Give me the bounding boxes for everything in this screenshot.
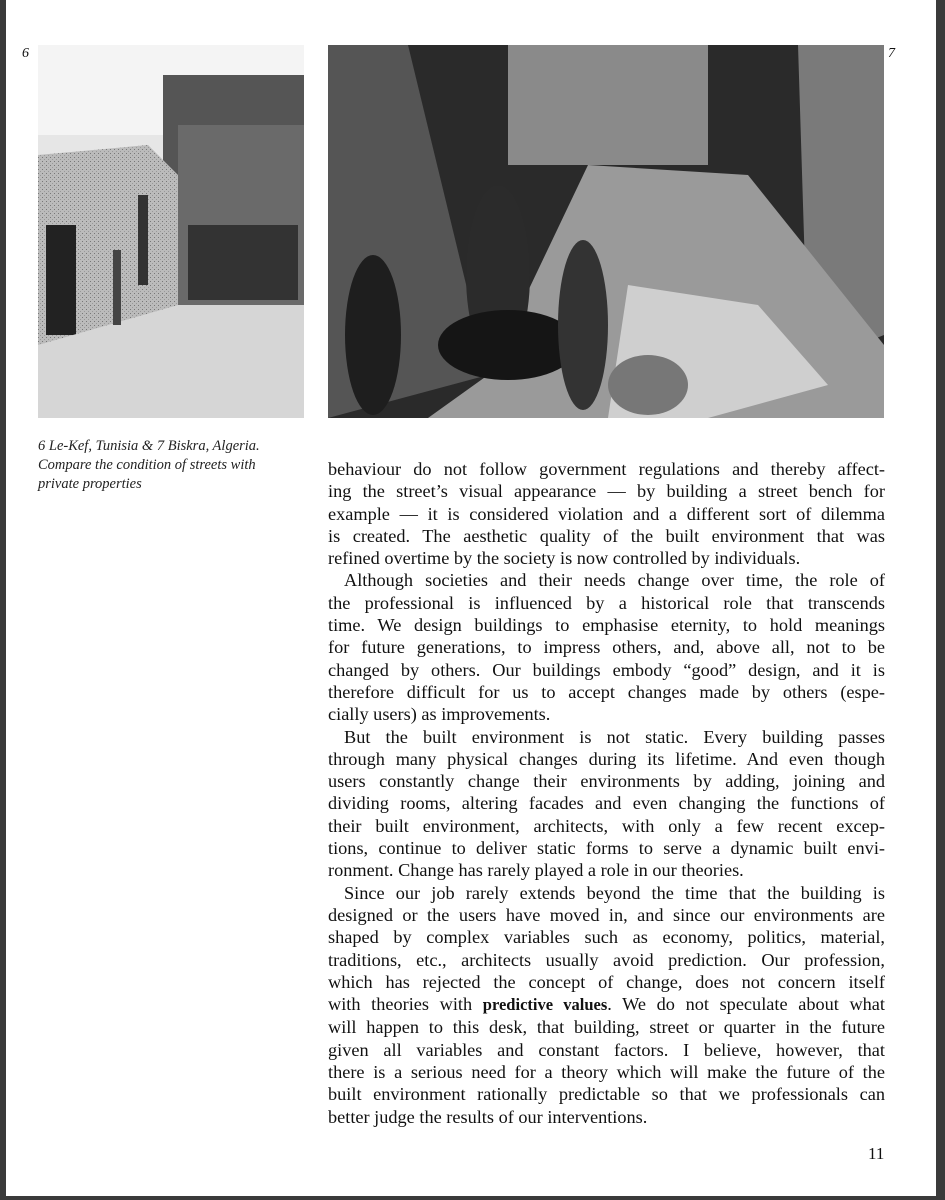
figure-number-6: 6 (22, 46, 29, 61)
caption-line: private properties (38, 476, 142, 492)
paragraph (328, 882, 885, 1128)
text-line: time. We design buildings to emphasise eternity, to hold meanings (328, 615, 885, 636)
text-line (328, 993, 885, 1016)
text-segment: with theories with (328, 994, 483, 1015)
caption-line: 6 Le-Kef, Tunisia & 7 Biskra, Algeria. (38, 438, 260, 454)
text-line: tions, continue to deliver static forms to serve a dynamic built envi- (328, 838, 885, 859)
paragraph (328, 726, 885, 882)
text-line: shaped by complex variables such as economy, politics, material, (328, 927, 885, 948)
bold-term: predictive values (482, 995, 608, 1015)
text-line: designed or the users have moved in, and since our environments are (328, 904, 885, 925)
text-line: through many physical changes during its lifetime. And even though (328, 748, 885, 769)
text-line: traditions, etc., architects usually avoid prediction. Our profession, (328, 949, 885, 970)
text-line: therefore difficult for us to accept changes made by others (espe- (328, 681, 885, 702)
text-line: there is a serious need for a theory which will make the future of the (328, 1062, 885, 1083)
text-line: is created. The aesthetic quality of the built environment that was (328, 525, 885, 546)
text-line: Since our job rarely extends beyond the time that the building is (344, 882, 885, 903)
page-number: 11 (868, 1144, 885, 1163)
figure-number-7: 7 (888, 46, 895, 61)
document-page (6, 0, 936, 1196)
text-line: behaviour do not follow government regulations and thereby affect- (328, 459, 885, 479)
text-line: given all variables and constant factors. I believe, however, that (328, 1039, 885, 1060)
text-line: their built environment, architects, with only a few recent excep- (328, 815, 885, 836)
text-line: which has rejected the concept of change, does not concern itself (328, 971, 885, 992)
photo-biskra-street (328, 45, 884, 418)
body-text (328, 458, 885, 1128)
photo-le-kef-street (38, 45, 304, 418)
text-line: dividing rooms, altering facades and even changing the functions of (328, 793, 885, 814)
text-line: users constantly change their environments by adding, joining and (328, 771, 885, 792)
text-line: cially users) as improvements. (328, 704, 551, 725)
text-line: Although societies and their needs change over time, the role of (344, 570, 885, 591)
text-line: But the built environment is not static. Every building passes (344, 726, 885, 747)
text-line: will happen to this desk, that building, street or quarter in the future (328, 1017, 885, 1038)
figure-caption (38, 437, 308, 494)
text-line: changed by others. Our buildings embody “good” design, and it is (328, 659, 885, 680)
text-line: ing the street’s visual appearance — by building a street bench for (328, 481, 885, 502)
paragraph (328, 569, 885, 725)
caption-line: Compare the condition of streets with (38, 457, 256, 473)
text-line: ronment. Change has rarely played a role in our theories. (328, 860, 744, 881)
text-line: refined overtime by the society is now controlled by individuals. (328, 548, 801, 569)
text-line: for future generations, to impress others, and, above all, not to be (328, 637, 885, 658)
text-line: the professional is influenced by a historical role that transcends (328, 592, 885, 613)
paragraph (328, 458, 885, 569)
text-line: better judge the results of our interventions. (328, 1106, 648, 1127)
text-segment: . We do not speculate about what (607, 994, 885, 1015)
text-line: example — it is considered violation and a different sort of dilemma (328, 503, 885, 524)
text-line: built environment rationally predictable so that we professionals can (328, 1084, 885, 1105)
